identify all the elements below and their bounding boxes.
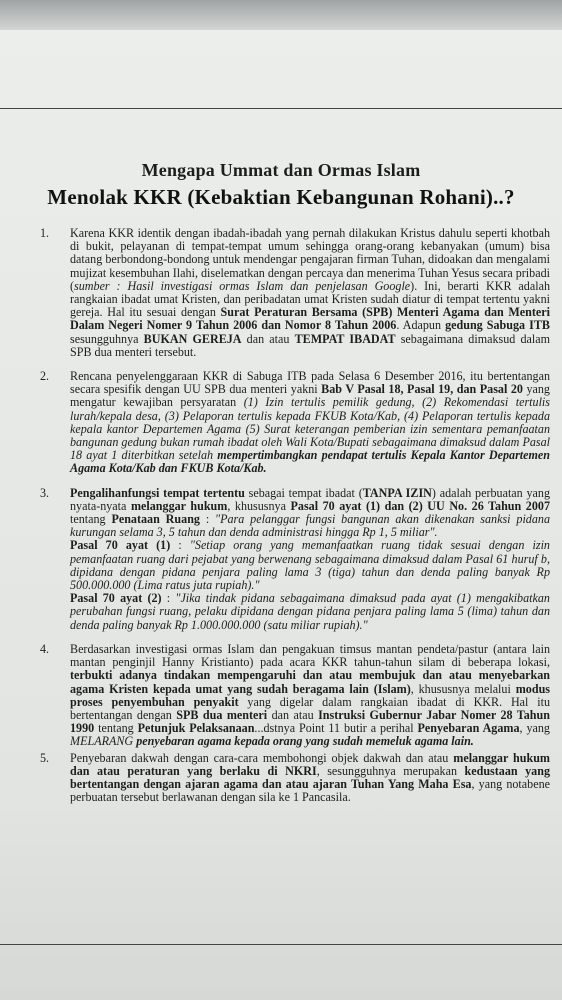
text-segment: dan atau [267,707,319,722]
list-item-number: 1. [40,226,50,240]
text-segment: Pasal 70 ayat (1) dan (2) UU No. 26 Tahun 2007 [290,498,550,513]
text-segment: terbukti adanya tindakan mempengaruhi dan atau membujuk dan atau menyebarkan agama Kristen kepada umat yang sudah beragama lain (Islam) [70,668,550,696]
list-item-text [66,643,550,749]
text-segment: SPB dua menteri [176,707,268,722]
text-segment: Penataan Ruang [111,512,200,527]
list-item [14,487,550,632]
text-segment: MELARANG [70,734,134,749]
list-item-number: 5. [40,750,50,765]
text-segment: "Jika tindak pidana sebagaimana dimaksud pada ayat (1) mengakibatkan perubahan fungsi ruang, pelaku dipidana dengan pidana penjara paling lama 5 (lima) tahun dan denda paling banyak Rp 1.000.000.000 (satu miliar rupiah)." [70,591,550,632]
text-segment: tentang [70,512,112,527]
list-item-text [66,227,550,359]
numbered-list [14,227,550,815]
list-item [14,227,550,359]
text-segment: melanggar hukum dan atau peraturan yang berlaku di NKRI [70,750,550,778]
text-segment: Karena KKR identik dengan ibadah-ibadah yang pernah dilakukan Kristus dahulu seperti khotbah di bukit, pelayanan di tempat-tempat umum sehingga orang-orang kebanyakan (umum) bisa datang berbondong-bondong untuk mendengar pengajaran firman Tuhan, didoakan dan mengalami mujizat kesembuhan Ilahi, diselematkan dengan percaya dan menerima Tuhan Yesus secara pribadi ( [70,226,550,293]
text-segment: ). Ini, berarti KKR adalah rangkaian ibadat umat Kristen, dan peribadatan umat Kristen sudah diatur di tempat tertentu yakni gereja. Hal itu sesuai dengan [70,278,550,320]
list-item-number: 2. [40,369,50,384]
text-segment: modus proses penyembuhan penyakit [70,681,550,709]
text-segment: sumber : Hasil investigasi ormas Islam dan penjelasan Google [74,278,411,293]
title-line-1: Mengapa Ummat dan Ormas Islam [141,160,421,180]
bottom-rule [0,944,562,945]
list-item [14,643,550,749]
text-segment: "Para pelanggar fungsi bangunan akan dikenakan sanksi pidana kurungan selama 3, 5 tahun dan denda administrasi hingga Rp 1, 5 miliar". [70,512,550,540]
text-segment: Surat Peraturan Bersama (SPB) Menteri Agama dan Menteri Dalam Negeri Nomer 9 Tahun 2006 dan Nomor 8 Tahun 2006 [70,305,550,333]
text-segment: Pasal 70 ayat (1) [70,538,171,553]
text-segment: penyebaran agama kepada orang yang sudah memeluk agama lain. [136,734,474,749]
text-segment: Berdasarkan investigasi ormas Islam dan pengakuan timsus mantan pendeta/pastur (antara lain mantan penginjil Hanny Kristianto) pada acara KKR tahun-tahun silam di beberapa lokasi, [70,641,550,670]
text-segment: gedung Sabuga ITB [445,318,550,333]
list-item [14,752,550,805]
text-segment: sebagai tempat ibadat ( [244,485,363,500]
text-segment: Instruksi Gubernur Jabar Nomer 28 Tahun 1990 [70,707,550,736]
text-segment: , yang notabene perbuatan tersebut berlawanan dengan sila ke 1 Pancasila. [70,776,550,805]
list-item-text [66,487,550,632]
text-segment: mempertimbangkan pendapat tertulis Kepala Kantor Departemen Agama Kota/Kab dan FKUB Kota/Kab. [70,448,551,476]
text-segment: "Setiap orang yang memanfaatkan ruang tidak sesuai dengan izin pemanfaatan ruang dari pejabat yang berwenang sebagaimana dimaksud dalam Pasal 61 huruf b, dipidana dengan pidana penjara paling lama 3 (tiga) tahun dan denda paling banyak Rp 500.000.000 (Lima ratus juta rupiah)." [70,538,550,593]
text-segment: sesungguhnya [70,331,144,346]
list-item [14,370,550,476]
text-segment: , yang [519,721,550,736]
text-segment: Bab V Pasal 18, Pasal 19, dan Pasal 20 [321,382,523,397]
text-segment: ...dstnya Point 11 butir a perihal [254,721,418,736]
text-segment: : [199,512,216,527]
text-segment: (1) Izin tertulis pemilik gedung, (2) Rekomendasi tertulis lurah/kepala desa, (3) Pelaporan tertulis kepada FKUB Kota/Kab, (4) Pelaporan tertulis kepada kepala kantor Departemen Agama (5) Surat keterangan pemberian izin sementara pemanfaatan bangunan gedung bukan rumah ibadat oleh Wali Kota/Bupati sebagaimana dimaksud dalam Pasal 18 ayat 1 diterbitkan setelah [70,395,551,463]
text-segment: Pasal 70 ayat (2) [70,591,162,606]
text-segment: Pengalihanfungsi tempat tertentu [70,485,245,500]
text-segment: kedustaan yang bertentangan dengan ajaran agama dan atau ajaran Tuhan Yang Maha Esa [70,763,550,791]
text-segment: yang mengatur kewajiban persyaratan [70,382,550,410]
text-segment: dan atau [241,331,295,346]
page-edge-shadow [0,0,562,30]
list-item-number: 4. [40,641,50,656]
text-segment: , khususnya [227,498,291,513]
text-segment: tentang [94,721,138,736]
text-segment: TEMPAT IBADAT [294,331,396,346]
text-segment: Penyebaran dakwah dengan cara-cara membohongi objek dakwah dan atau [70,750,454,765]
text-segment: Penyebaran Agama [417,721,520,736]
text-segment: Rencana penyelenggaraan KKR di Sabuga ITB pada Selasa 6 Desember 2016, itu bertentangan secara spesifik dengan UU SPB dua menteri yakni [70,369,550,397]
text-segment: BUKAN GEREJA [143,331,242,346]
list-item-number: 3. [40,485,50,500]
text-segment: . Adapun [396,318,446,333]
title-line-2: Menolak KKR (Kebaktian Kebangunan Rohani)..? [47,185,515,209]
text-segment: sebagaimana dimaksud dalam SPB dua menteri tersebut. [70,331,550,359]
text-segment: : [161,591,176,606]
list-item-text [66,370,550,476]
text-segment: , sesungguhnya merupakan [316,763,465,778]
text-segment: TANPA IZIN [362,485,432,500]
text-segment: : [170,538,190,553]
text-segment: ) adalah perbuatan yang nyata-nyata [70,485,551,513]
text-segment: , khususnya melalui [410,681,516,696]
text-segment: melanggar hukum [130,498,228,513]
top-rule [0,108,562,109]
list-item-text [66,752,550,805]
text-segment: Petunjuk Pelaksanaan [137,721,255,736]
text-segment: yang digelar dalam rangkaian ibadat di KKR. Hal itu bertentangan dengan [70,694,550,722]
